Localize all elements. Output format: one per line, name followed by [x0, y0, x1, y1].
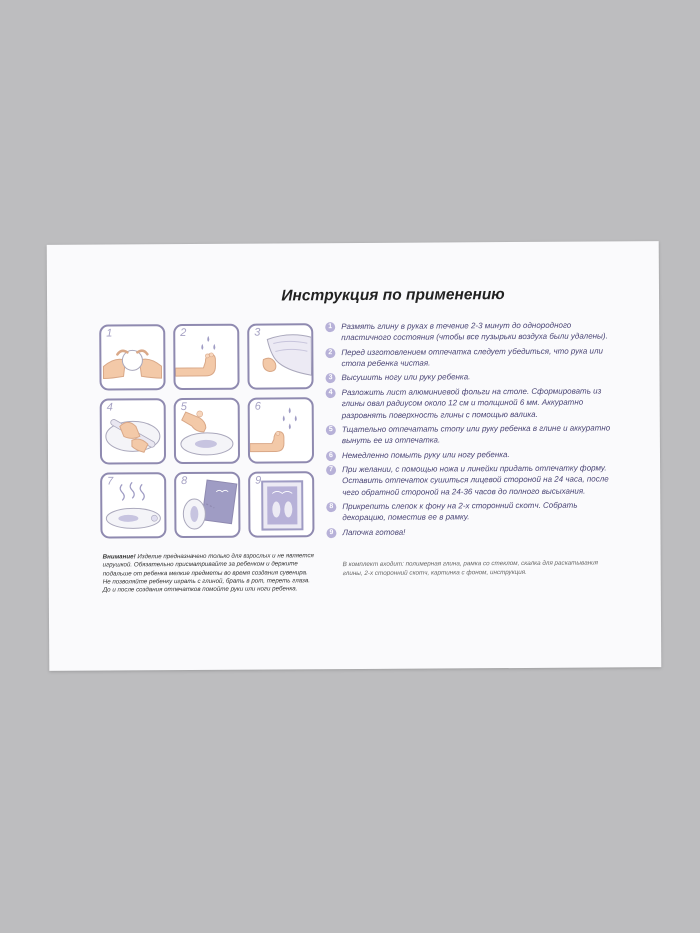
instruction-sheet	[47, 241, 662, 671]
step-number-badge: 2	[325, 348, 335, 358]
foot-wash-icon	[250, 399, 312, 461]
tile-number: 8	[181, 475, 188, 488]
towel-drying-icon	[249, 325, 311, 387]
step-text: Перед изготовлением отпечатка следует убедиться, что рука или стопа ребенка чистая.	[341, 346, 603, 369]
illustration-tile-4	[100, 398, 166, 464]
step-text: При желании, с помощью ножа и линейки придать отпечатку форму. Оставить отпечаток сушиться лицевой стороной на 24 часа, после чего обратной стороной на 24-36 часов до полного высыхания.	[342, 463, 609, 497]
step-number-badge: 3	[325, 374, 335, 384]
step-number-badge: 8	[326, 502, 336, 512]
foot-press-icon	[176, 400, 238, 462]
illustration-tile-8	[174, 472, 240, 538]
step-item	[326, 462, 616, 498]
step-text: Размять глину в руках в течение 2-3 минут до однородного пластичного состояния (чтобы все пузырьки воздуха были удалены).	[341, 320, 608, 343]
tile-number: 7	[107, 475, 114, 488]
step-text: Лапочка готова!	[342, 527, 406, 537]
illustration-tile-3	[247, 323, 313, 389]
illustration-tile-6	[248, 397, 314, 463]
step-number-badge: 6	[326, 451, 336, 461]
step-text: Немедленно помыть руку или ногу ребенка.	[341, 449, 510, 460]
step-item	[326, 499, 616, 523]
step-text: Разложить лист алюминиевой фольги на столе. Сформировать из глины овал радиусом около 12 см и толщиной 6 мм. Аккуратно разровнять поверхность глины с помощью валика.	[341, 386, 602, 420]
drying-print-icon	[102, 474, 164, 536]
kneading-clay-icon	[101, 326, 163, 388]
baby-foot-washing-icon	[175, 326, 237, 388]
tile-number: 2	[180, 327, 187, 340]
step-number-badge: 5	[326, 425, 336, 435]
step-text: Высушить ногу или руку ребенка.	[341, 372, 471, 383]
illustration-tile-5	[174, 398, 240, 464]
steps-list	[325, 319, 616, 541]
tile-number: 3	[254, 326, 261, 339]
attach-to-board-icon	[176, 474, 238, 536]
warning-note	[103, 552, 315, 595]
illustration-tile-2	[173, 324, 239, 390]
step-item	[325, 319, 615, 343]
step-text: Прикрепить слепок к фону на 2-х сторонний скотч. Собрать декорацию, поместив ее в рамку.	[342, 500, 578, 523]
kit-contents: В комплект входит: полимерная глина, рамка со стеклом, скалка для раскатывания глины, 2-х сторонний скотч, картинка с фоном, инструкция.	[342, 559, 599, 577]
step-text: Тщательно отпечатать стопу или руку ребенка в глине и аккуратно вынуть ее из отпечатка.	[341, 423, 611, 446]
step-number-badge: 4	[326, 388, 336, 398]
illustration-grid	[99, 323, 314, 538]
step-item	[325, 371, 615, 384]
tile-number: 9	[255, 474, 262, 487]
tile-number: 6	[254, 400, 261, 413]
illustration-tile-7	[100, 472, 166, 538]
step-number-badge: 9	[326, 528, 336, 538]
step-item	[326, 422, 616, 446]
tile-number: 1	[106, 327, 113, 340]
step-item	[326, 448, 616, 461]
tile-number: 5	[180, 401, 187, 414]
step-item	[326, 525, 616, 538]
rolling-pin-icon	[102, 400, 164, 462]
page-title: Инструкция по применению	[281, 286, 505, 305]
framed-print-icon	[250, 473, 312, 535]
illustration-tile-1	[99, 324, 165, 390]
step-number-badge: 1	[325, 322, 335, 332]
step-item	[325, 345, 615, 369]
step-number-badge: 7	[326, 465, 336, 475]
tile-number: 4	[106, 401, 113, 414]
warning-text: Изделие предназначено только для взрослых и не является игрушкой. Обязательно присматривайте за ребенком и держите подальше от ребенка мелкие предметы во время создания сувенира. Не позволяйте ребенку играть с глиной, брать в рот, тереть глаза. До и после создания отпечатков помойте руки или ноги ребенка.	[102, 552, 314, 594]
warning-label: Внимание!	[102, 553, 136, 561]
illustration-tile-9	[248, 471, 314, 537]
step-item	[326, 385, 616, 421]
